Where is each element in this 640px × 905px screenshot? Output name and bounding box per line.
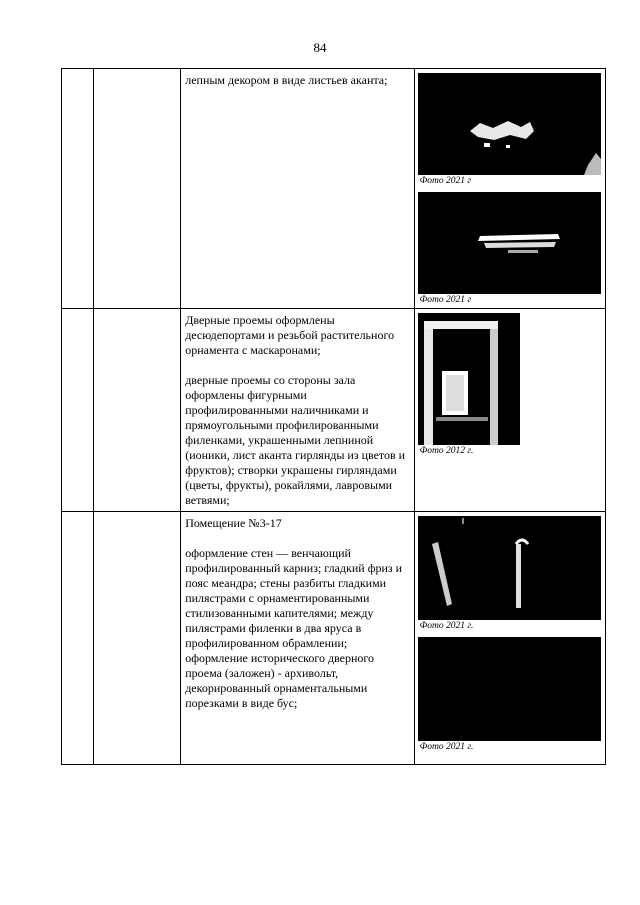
doorway-photo [418,313,520,445]
element-name-cell [94,69,181,309]
dark-room-photo [418,637,601,741]
wall-pilasters-icon [418,516,601,620]
table-row [62,309,606,512]
room-title: Помещение №3-17 [185,516,282,530]
description-text: лепным декором в виде листьев аканта; [185,73,388,87]
description-text: оформление стен — венчающий профилированный карниз; гладкий фриз и пояс меандра; стены разбиты гладкими пилястрами с орнаментированными стилизованными капителями; между пилястрами филенки в два яруса в профилированном обрамлении; оформление исторического дверного проема (заложен) - архивольт, декорированный орнаментальными порезками в виде бус; [185,546,403,710]
photo-caption: Фото 2021 г. [419,742,474,752]
photo-cell [414,309,605,512]
doorway-icon [418,313,520,445]
ceiling-light-photo [418,192,601,294]
dark-room-icon [418,637,601,741]
row-number-cell [62,309,94,512]
ceiling-decor-icon [418,73,601,175]
description-text: Дверные проемы оформлены десюдепортами и резьбой растительного орнамента с маскаронами; [185,313,395,357]
description-cell [181,512,414,765]
photo-cell [414,69,605,309]
description-cell [181,69,414,309]
ceiling-light-icon [418,192,601,294]
monument-elements-table [61,68,606,765]
page-number: 84 [313,40,327,55]
ceiling-decor-photo [418,73,601,175]
photo-cell [414,512,605,765]
table-row [62,512,606,765]
element-name-cell [94,512,181,765]
photo-caption: Фото 2021 г. [419,621,474,631]
row-number-cell [62,69,94,309]
photo-caption: Фото 2021 г [419,295,472,305]
description-cell [181,309,414,512]
photo-caption: Фото 2021 г [419,176,472,186]
element-name-cell [94,309,181,512]
photo-caption: Фото 2012 г. [419,446,474,456]
row-number-cell [62,512,94,765]
wall-pilasters-photo [418,516,601,620]
table-row [62,69,606,309]
description-text: дверные проемы со стороны зала оформлены фигурными профилированными наличниками и прямоугольными профилированными филенками, украшенными лепниной (ионики, лист аканта гирлянды из цветов и фруктов); створки украшены гирляндами (цветы, фрукты), рокайлями, лавровыми ветвями; [185,373,406,507]
